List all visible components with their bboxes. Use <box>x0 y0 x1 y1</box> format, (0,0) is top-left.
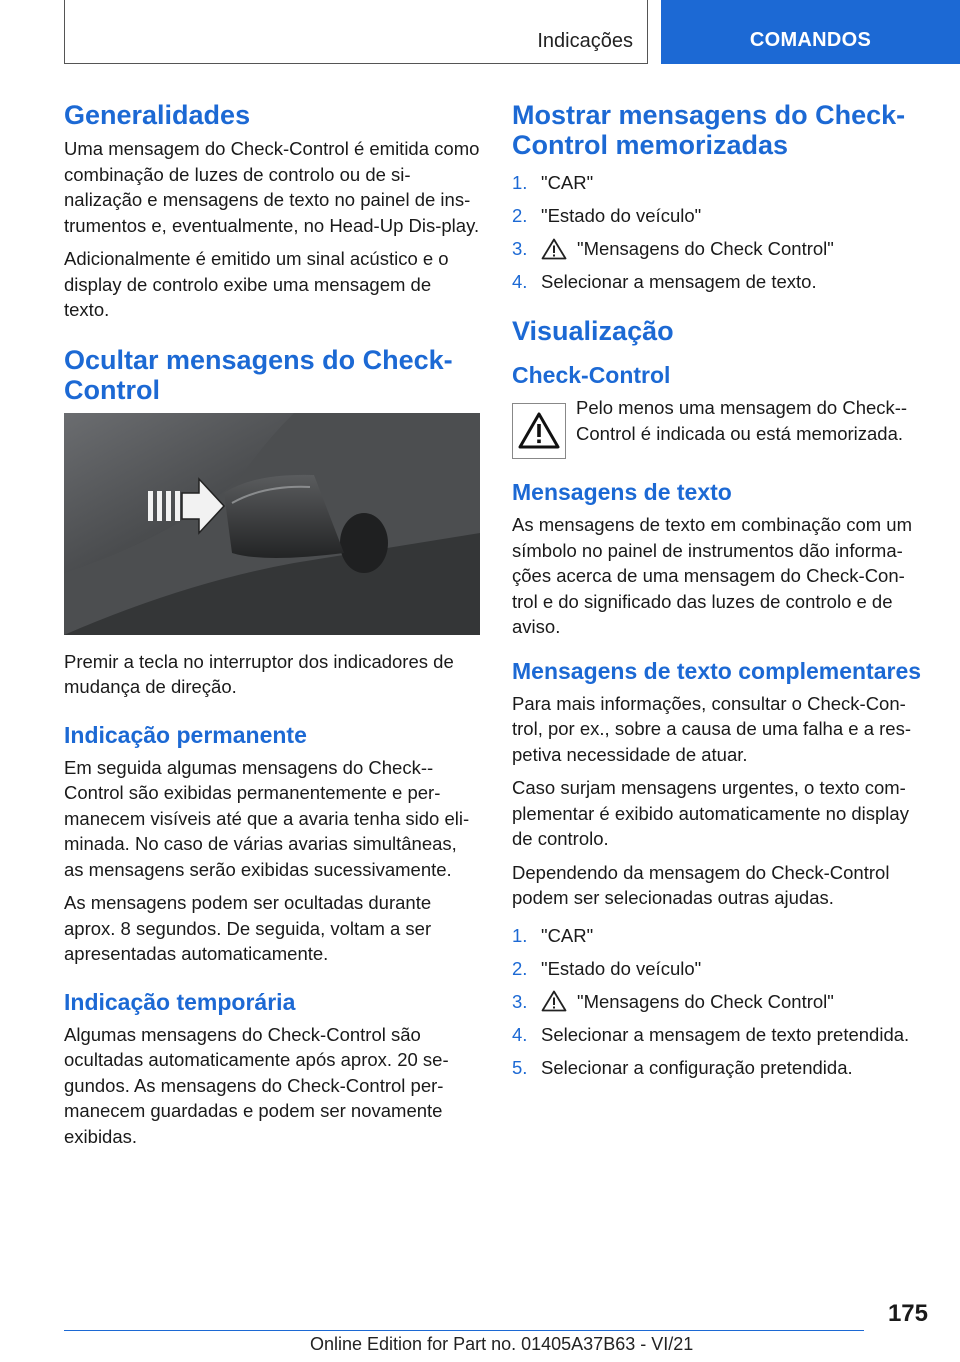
steps-list-b <box>512 919 930 1084</box>
list-item: 3. "Mensagens do Check Control" <box>512 238 834 259</box>
warning-note <box>512 395 930 459</box>
paragraph-permanente-1: Em seguida algumas mensagens do Check--Control são exibidas permanentemente e per-manecem visíveis até que a avaria tenha sido eli-minada. No caso de várias avarias simultâneas, as mensagens serão exibidas sucessivamente. <box>64 756 470 880</box>
paragraph-mensagens-texto: As mensagens de texto em combinação com um símbolo no painel de instrumentos dão informa-ções acerca de uma mensagem do Check-Con-trol e do significado das luzes de controlo e de aviso. <box>512 514 912 637</box>
heading-mensagens-texto: Mensagens de texto <box>512 479 732 505</box>
list-item: 1. "CAR" <box>512 172 594 193</box>
paragraph-generalidades-2: Adicionalmente é emitido um sinal acústico e o display de controlo exibe uma mensagem de texto. <box>64 248 449 320</box>
heading-visualizacao: Visualização <box>512 316 674 346</box>
footer-edition: Online Edition for Part no. 01405A37B63 - VI/21 <box>310 1334 694 1354</box>
header-chapter-tab <box>661 0 960 64</box>
list-item: 4. Selecionar a mensagem de texto pretendida. <box>512 1023 910 1045</box>
list-item: 2. "Estado do veículo" <box>512 205 702 226</box>
paragraph-complementares-2: Caso surjam mensagens urgentes, o texto com-plementar é exibido automaticamente no display de controlo. <box>512 777 909 849</box>
right-column <box>512 100 930 1092</box>
paragraph-temporaria: Algumas mensagens do Check-Control são ocultadas automaticamente após aprox. 20 se-gundos. As mensagens do Check-Control per-manecem guardadas e podem ser novamente exibidas. <box>64 1023 449 1147</box>
list-item: 5. Selecionar a configuração pretendida. <box>512 1056 853 1078</box>
warning-triangle-icon <box>541 990 567 1012</box>
list-item: 4. Selecionar a mensagem de texto. <box>512 271 817 292</box>
footer-divider <box>64 1330 864 1331</box>
left-column <box>64 100 480 1157</box>
list-item: 3. "Mensagens do Check Control" <box>512 990 834 1012</box>
list-item: 1. "CAR" <box>512 924 594 946</box>
page-number: 175 <box>887 1300 928 1327</box>
warning-triangle-icon <box>541 238 567 260</box>
header-chapter-title: COMANDOS <box>749 28 872 51</box>
warning-triangle-icon <box>518 412 560 450</box>
heading-permanente: Indicação permanente <box>64 721 307 748</box>
paragraph-complementares-1: Para mais informações, consultar o Check-Con-trol, por ex., sobre a causa de uma falha e a res-petiva necessidade de atuar. <box>512 692 911 765</box>
heading-complementares: Mensagens de texto complementares <box>512 657 922 684</box>
list-item: 2. "Estado do veículo" <box>512 957 702 979</box>
warning-symbol-box <box>512 403 566 459</box>
turn-signal-stalk-illustration <box>64 413 480 635</box>
heading-temporaria: Indicação temporária <box>64 988 296 1015</box>
heading-generalidades: Generalidades <box>64 100 251 130</box>
warning-note-text: Pelo menos uma mensagem do Check--Control é indicada ou está memorizada. <box>576 397 908 444</box>
heading-mostrar: Mostrar mensagens do Check-Control memorizadas <box>512 100 906 160</box>
heading-ocultar: Ocultar mensagens do Check-Control <box>64 344 453 405</box>
paragraph-complementares-3: Dependendo da mensagem do Check-Control podem ser selecionadas outras ajudas. <box>512 861 890 908</box>
header-section-title: Indicações <box>537 30 633 52</box>
paragraph-generalidades-1: Uma mensagem do Check-Control é emitida como combinação de luzes de controlo ou de si-nalização e mensagens de texto no painel de ins-trumentos e, eventualmente, no Head-Up Dis-play. <box>64 138 480 236</box>
header-section-tab <box>64 0 648 64</box>
turn-signal-stalk-figure <box>64 413 480 635</box>
paragraph-premir: Premir a tecla no interruptor dos indicadores de mudança de direção. <box>64 650 454 697</box>
paragraph-permanente-2: As mensagens podem ser ocultadas durante aprox. 8 segundos. De seguida, voltam a ser apresentadas automaticamente. <box>64 892 432 964</box>
heading-check-control: Check-Control <box>512 362 671 388</box>
steps-list-a <box>512 166 930 298</box>
